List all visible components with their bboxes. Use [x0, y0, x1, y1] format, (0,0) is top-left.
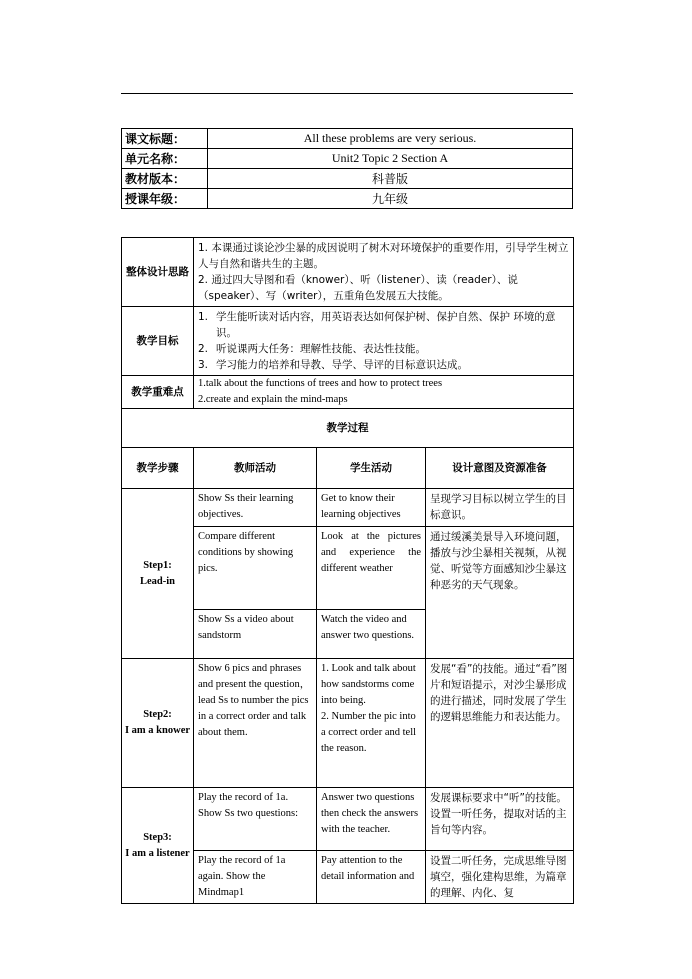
info-label: 单元名称：: [122, 149, 208, 169]
column-header-row: [122, 448, 574, 489]
column-header-intent: 设计意图及资源准备: [426, 448, 574, 489]
goal-number: 1.: [198, 311, 209, 323]
goal-item: [198, 341, 569, 357]
table-row: [122, 489, 574, 527]
info-row-edition: [122, 169, 573, 189]
info-row-title: [122, 129, 573, 149]
design-intent: 发展课标要求中“听”的技能。设置一听任务，提取对话的主旨句等内容。: [426, 788, 574, 851]
info-value: All these problems are very serious.: [208, 129, 573, 149]
lesson-plan-table: [121, 237, 574, 904]
overall-design-line: 1. 本课通过谈论沙尘暴的成因说明了树木对环境保护的重要作用，引导学生树立人与自然和谐共生的主题。: [198, 242, 569, 270]
goals-row: [122, 307, 574, 376]
column-header-student: 学生活动: [317, 448, 426, 489]
info-label: 教材版本：: [122, 169, 208, 189]
keypoints-label: 教学重难点: [122, 376, 194, 409]
step-name: Step3: I am a listener: [122, 788, 194, 904]
goals-content: [194, 307, 574, 376]
teacher-activity: Compare different conditions by showing pics.: [194, 527, 317, 610]
overall-design-line: 2. 通过四大导图和看（knower）、听（listener）、读（reader）、说（speaker）、写（writer），五重角色发展五大技能。: [198, 274, 518, 302]
goal-text: 听说课两大任务：理解性技能、表达性技能。: [216, 343, 426, 355]
info-label: 授课年级：: [122, 189, 208, 209]
info-label: 课文标题：: [122, 129, 208, 149]
info-row-grade: [122, 189, 573, 209]
overall-design-content: [194, 238, 574, 307]
process-title: 教学过程: [122, 409, 574, 448]
goal-item: [198, 309, 569, 341]
info-value: 科普版: [208, 169, 573, 189]
info-row-unit: [122, 149, 573, 169]
keypoint-line: 2.create and explain the mind-maps: [198, 394, 348, 405]
info-value: Unit2 Topic 2 Section A: [208, 149, 573, 169]
header-rule: [121, 93, 573, 94]
step-name: Step2: I am a knower: [122, 659, 194, 788]
design-intent: 设置二听任务，完成思维导图填空，强化建构思维，为篇章的理解、内化、复: [426, 851, 574, 904]
goal-item: [198, 357, 569, 373]
column-header-teacher: 教师活动: [194, 448, 317, 489]
teacher-activity: Show Ss their learning objectives.: [194, 489, 317, 527]
step-name: Step1: Lead-in: [122, 489, 194, 659]
student-activity: Watch the video and answer two questions.: [317, 610, 426, 659]
student-activity: Pay attention to the detail information and: [317, 851, 426, 904]
teacher-activity: Show Ss a video about sandstorm: [194, 610, 317, 659]
design-intent: 发展“看”的技能。通过“看”图片和短语提示，对沙尘暴形成的进行描述，同时发展了学生的逻辑思维能力和表达能力。: [426, 659, 574, 788]
goal-text: 学生能听读对话内容，用英语表达如何保护树、保护自然、保护 环境的意识。: [216, 311, 556, 339]
design-intent: 通过缓溪美景导入环境问题，播放与沙尘暴相关视频，从视觉、听觉等方面感知沙尘暴这种恶劣的天气现象。: [426, 527, 574, 659]
table-row: [122, 788, 574, 851]
info-table: [121, 128, 573, 209]
student-activity: 1. Look and talk about how sandstorms come into being. 2. Number the pic into a correct order and tell the reason.: [317, 659, 426, 788]
keypoints-row: [122, 376, 574, 409]
student-activity: Answer two questions then check the answers with the teacher.: [317, 788, 426, 851]
goal-number: 2.: [198, 343, 209, 355]
teacher-activity: Show 6 pics and phrases and present the question，lead Ss to number the pics in a correct order and talk about them.: [194, 659, 317, 788]
design-intent: 呈现学习目标以树立学生的目标意识。: [426, 489, 574, 527]
overall-design-label: 整体设计思路: [122, 238, 194, 307]
keypoints-content: [194, 376, 574, 409]
table-row: [122, 659, 574, 788]
student-activity: Get to know their learning objectives: [317, 489, 426, 527]
keypoint-line: 1.talk about the functions of trees and how to protect trees: [198, 378, 443, 389]
column-header-step: 教学步骤: [122, 448, 194, 489]
goals-label: 教学目标: [122, 307, 194, 376]
info-value: 九年级: [208, 189, 573, 209]
teacher-activity: Play the record of 1a. Show Ss two questions:: [194, 788, 317, 851]
goal-text: 学习能力的培养和导教、导学、导评的目标意识达成。: [216, 359, 468, 371]
teacher-activity: Play the record of 1a again. Show the Mindmap1: [194, 851, 317, 904]
overall-design-row: [122, 238, 574, 307]
process-title-row: [122, 409, 574, 448]
student-activity: Look at the pictures and experience the different weather: [317, 527, 426, 610]
goal-number: 3.: [198, 359, 209, 371]
